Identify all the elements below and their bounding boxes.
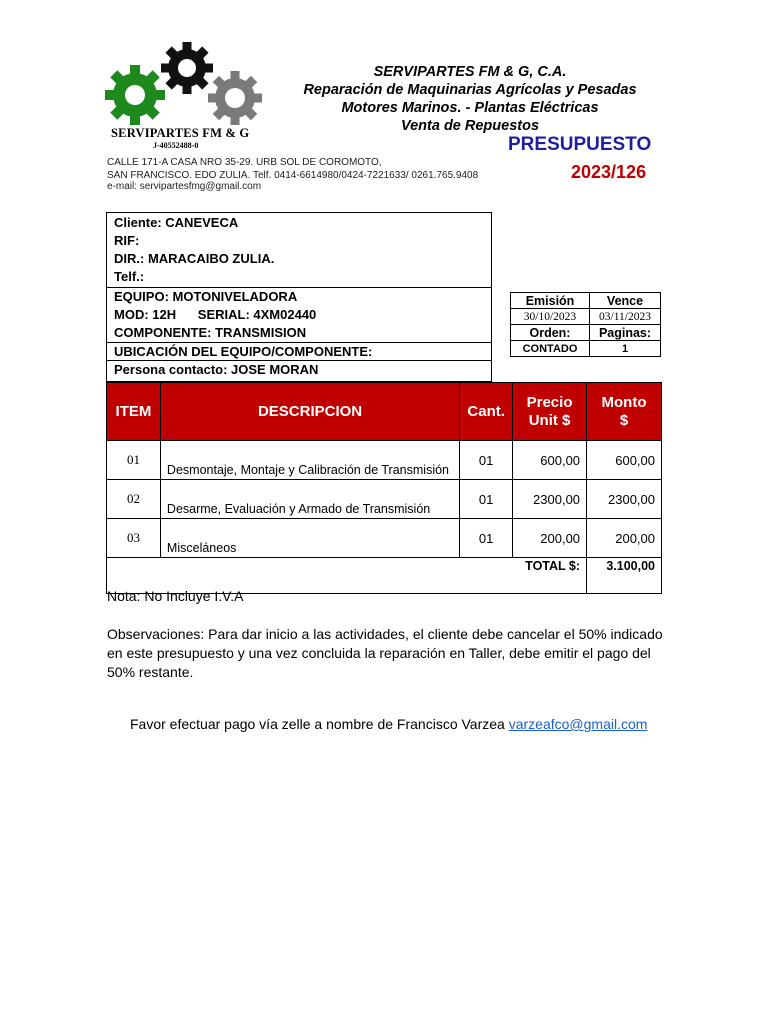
equipment-component: COMPONENTE: TRANSMISION [114,325,307,340]
company-email: e-mail: servipartesfmg@gmail.com [107,181,262,192]
equipment-type: EQUIPO: MOTONIVELADORA [114,289,298,304]
equipment-location: UBICACIÓN DEL EQUIPO/COMPONENTE: [114,344,373,359]
company-address-2: SAN FRANCISCO. EDO ZULIA. Telf. 0414-6614980/0424-7221633/ 0261.765.9408 [107,170,479,181]
paginas-label: Paginas: [590,325,661,341]
table-header-row [107,383,662,441]
header-precio-label: Precio Unit $ [526,393,573,429]
items-table [106,382,662,594]
total-value: 3.100,00 [587,558,662,594]
divider [107,287,491,288]
gears-icon [100,40,280,130]
equipment-model-serial: MOD: 12H SERIAL: 4XM02440 [114,307,317,322]
paginas-value: 1 [590,341,661,357]
payment-email-link[interactable]: varzeafco@gmail.com [508,716,648,732]
row-descripcion: Misceláneos [160,519,459,558]
header-cant: Cant. [460,383,513,441]
row-cant: 01 [460,480,513,519]
observations: Observaciones: Para dar inicio a las actividades, el cliente debe cancelar el 50% indicado en este presupuesto y una vez concluida la reparación en Taller, debe emitir el pago del 50% restante. [107,626,663,680]
vence-date: 03/11/2023 [590,309,661,325]
row-item: 02 [107,480,161,519]
header-item: ITEM [107,383,161,441]
logo-rif: J-40552488-0 [153,141,199,150]
company-line-1: Reparación de Maquinarias Agrícolas y Pesadas [303,82,637,98]
header-monto [587,383,662,441]
client-info-box [106,212,492,382]
company-logo [100,40,280,152]
orden-label: Orden: [511,325,590,341]
row-descripcion: Desarme, Evaluación y Armado de Transmisión [160,480,459,519]
row-monto: 200,00 [587,519,662,558]
total-label: TOTAL $: [107,558,587,594]
row-cant: 01 [460,519,513,558]
client-name: Cliente: CANEVECA [114,215,239,230]
row-item: 03 [107,519,161,558]
company-line-3: Venta de Repuestos [400,118,540,134]
header-monto-label: Monto $ [601,393,647,429]
payment-text: Favor efectuar pago vía zelle a nombre de Francisco Varzea [130,716,509,732]
row-cant: 01 [460,441,513,480]
client-rif: RIF: [114,233,140,248]
divider [107,360,491,361]
orden-value: CONTADO [511,341,590,357]
company-name: SERVIPARTES FM & G, C.A. [373,64,567,80]
row-descripcion: Desmontaje, Montaje y Calibración de Transmisión [160,441,459,480]
row-precio: 200,00 [513,519,587,558]
row-monto: 2300,00 [587,480,662,519]
emision-label: Emisión [511,293,590,309]
payment-instructions [130,716,647,732]
company-address-1: CALLE 171-A CASA NRO 35-29. URB SOL DE COROMOTO, [107,157,382,168]
row-monto: 600,00 [587,441,662,480]
client-phone: Telf.: [114,269,145,284]
logo-company-name: SERVIPARTES FM & G [111,126,250,140]
header-precio [513,383,587,441]
contact-person: Persona contacto: JOSE MORAN [114,362,319,377]
divider [107,342,491,343]
emision-date: 30/10/2023 [511,309,590,325]
header-descripcion: DESCRIPCION [160,383,459,441]
table-row [107,441,662,480]
table-row [107,480,662,519]
document-number: 2023/126 [571,162,647,182]
note-iva: Nota: No Incluye I.V.A [107,588,244,604]
client-address: DIR.: MARACAIBO ZULIA. [114,251,275,266]
row-precio: 600,00 [513,441,587,480]
dates-table [510,292,661,357]
row-item: 01 [107,441,161,480]
row-precio: 2300,00 [513,480,587,519]
company-line-2: Motores Marinos. - Plantas Eléctricas [341,100,599,116]
document-type: PRESUPUESTO [508,134,652,155]
table-row [107,519,662,558]
vence-label: Vence [590,293,661,309]
